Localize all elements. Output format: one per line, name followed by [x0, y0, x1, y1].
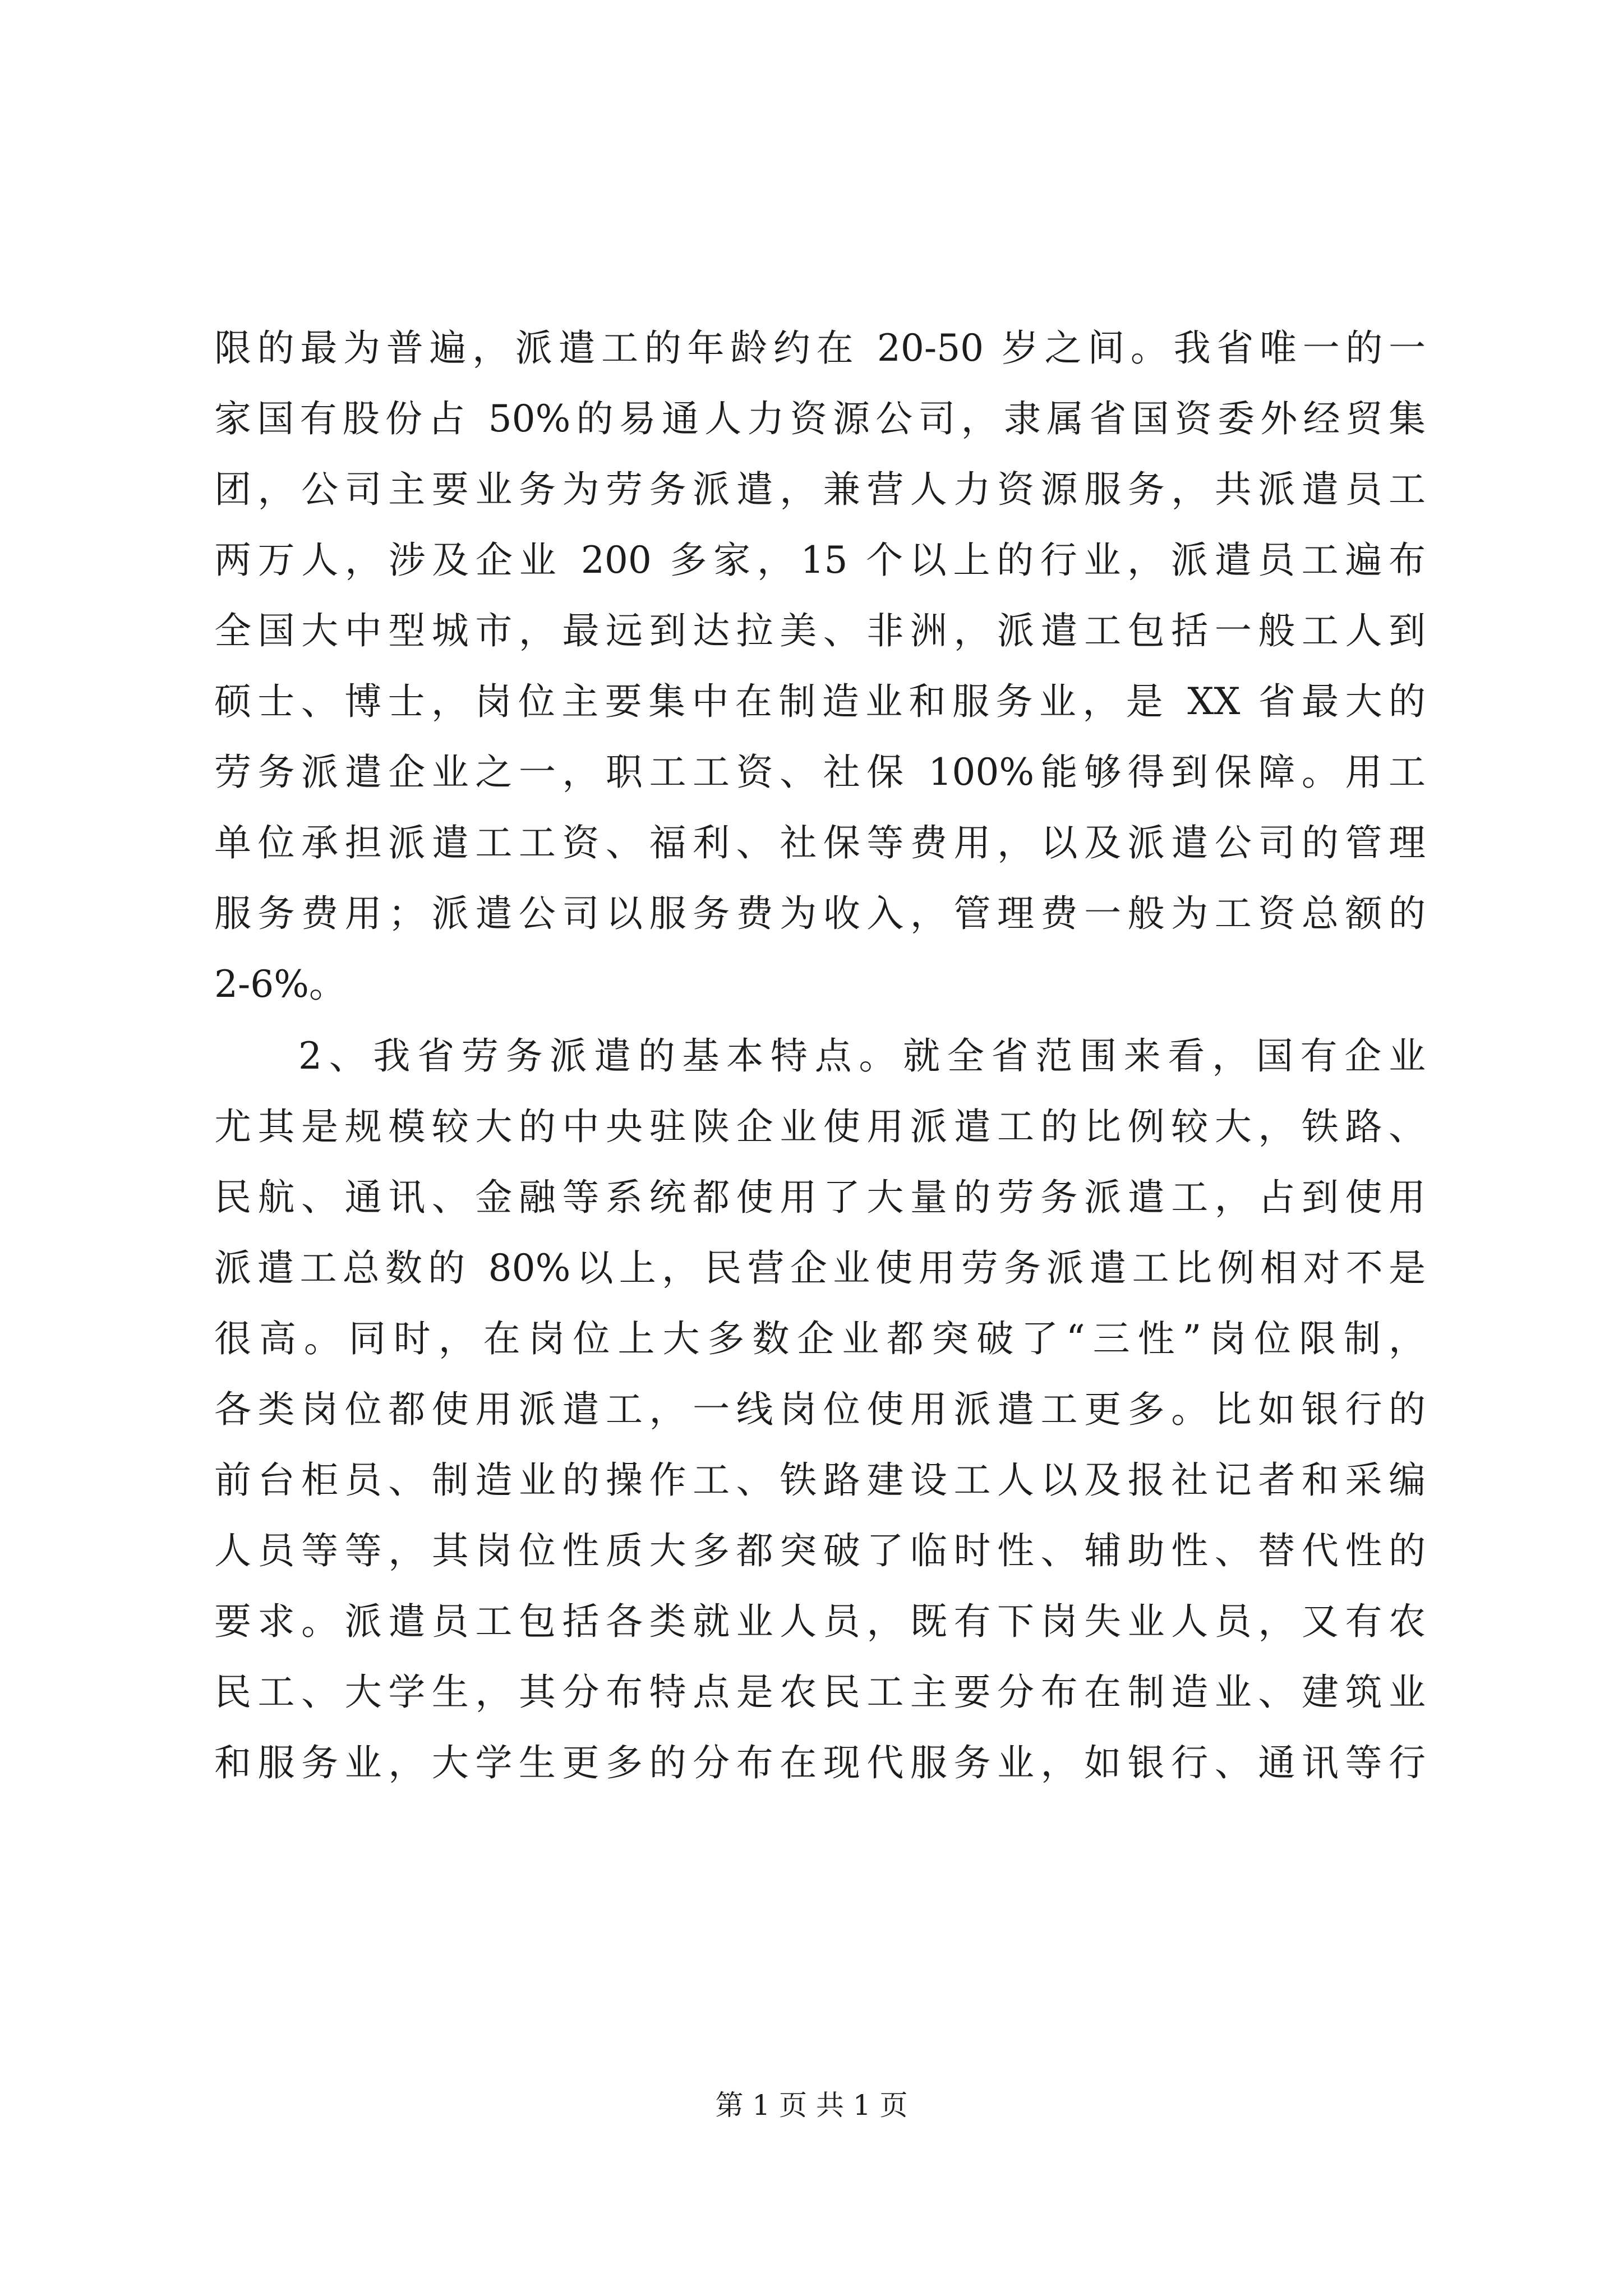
paragraph-line: 尤其是规模较大的中央驻陕企业使用派遣工的比例较大，铁路、 — [214, 1105, 1426, 1148]
paragraph-line: 两万人，涉及企业 200 多家，15 个以上的行业，派遣员工遍布 — [214, 539, 1426, 582]
paragraph-line: 家国有股份占 50%的易通人力资源公司，隶属省国资委外经贸集 — [214, 397, 1426, 440]
paragraph-line: 和服务业，大学生更多的分布在现代服务业，如银行、通讯等行 — [214, 1741, 1426, 1784]
page-number-footer: 第 1 页 共 1 页 — [715, 2089, 908, 2122]
paragraph-line: 团，公司主要业务为劳务派遣，兼营人力资源服务，共派遣员工 — [214, 468, 1426, 511]
paragraph-line: 要求。派遣员工包括各类就业人员，既有下岗失业人员，又有农 — [214, 1600, 1426, 1643]
paragraph-line: 劳务派遣企业之一，职工工资、社保 100%能够得到保障。用工 — [214, 751, 1426, 794]
paragraph-line: 全国大中型城市，最远到达拉美、非洲，派遣工包括一般工人到 — [214, 609, 1426, 652]
paragraph-line: 派遣工总数的 80%以上，民营企业使用劳务派遣工比例相对不是 — [214, 1246, 1426, 1290]
paragraph-line: 硕士、博士，岗位主要集中在制造业和服务业，是 XX 省最大的 — [214, 680, 1426, 723]
paragraph-line: 人员等等，其岗位性质大多都突破了临时性、辅助性、替代性的 — [214, 1529, 1426, 1572]
paragraph-line: 很高。同时，在岗位上大多数企业都突破了“三性”岗位限制， — [214, 1317, 1426, 1360]
paragraph-line: 2、我省劳务派遣的基本特点。就全省范围来看，国有企业 — [298, 1034, 1426, 1078]
paragraph-line: 限的最为普遍，派遣工的年龄约在 20-50 岁之间。我省唯一的一 — [214, 326, 1426, 370]
paragraph-line: 前台柜员、制造业的操作工、铁路建设工人以及报社记者和采编 — [214, 1458, 1426, 1502]
paragraph-line: 单位承担派遣工工资、福利、社保等费用，以及派遣公司的管理 — [214, 821, 1426, 864]
paragraph-line: 服务费用；派遣公司以服务费为收入，管理费一般为工资总额的 — [214, 892, 1426, 935]
paragraph-line: 民工、大学生，其分布特点是农民工主要分布在制造业、建筑业 — [214, 1671, 1426, 1714]
paragraph-line: 民航、通讯、金融等系统都使用了大量的劳务派遣工，占到使用 — [214, 1176, 1426, 1219]
paragraph-line: 各类岗位都使用派遣工，一线岗位使用派遣工更多。比如银行的 — [214, 1388, 1426, 1431]
paragraph-line: 2-6%。 — [214, 963, 346, 1006]
